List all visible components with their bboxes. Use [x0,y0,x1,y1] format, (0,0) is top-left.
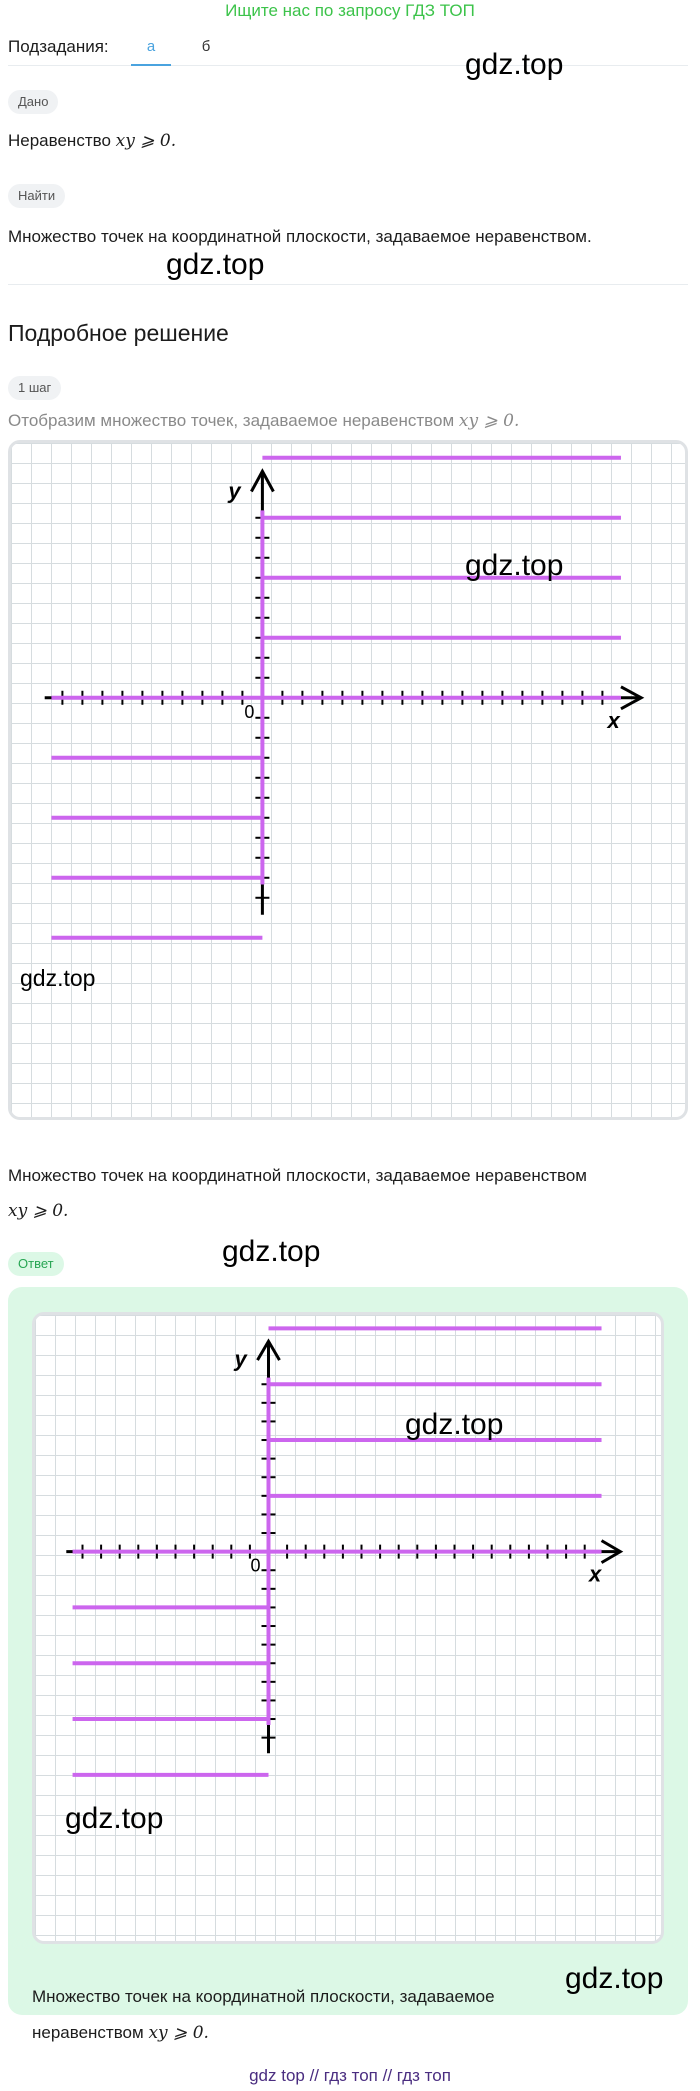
watermark: gdz.top [465,549,564,582]
answer-pill: Ответ [8,1252,64,1276]
x-axis-label: x [589,1561,602,1587]
answer-graph [32,1312,664,1944]
solution-title: Подробное решение [8,320,229,346]
solution-graph [8,440,688,1120]
watermark: gdz.top [565,1962,664,1995]
find-text: Множество точек на координатной плоскости, задаваемое неравенством. [8,227,592,246]
given-label: Неравенство [8,131,111,150]
subtasks-label: Подзадания: [8,37,109,56]
x-axis-label: x [607,707,620,733]
find-pill: Найти [8,184,65,208]
given-math: xy ⩾ 0. [115,131,177,151]
answer-math: xy ⩾ 0. [148,2023,209,2043]
given-text [8,128,176,154]
divider [8,284,688,285]
subtask-tabs [8,34,688,66]
step-text [8,408,519,434]
tab-subtask-a[interactable]: а [131,38,171,66]
answer-text-line2 [32,2020,209,2046]
origin-label: 0 [250,1555,261,1576]
given-pill: Дано [8,90,58,114]
footer-links: gdz top // гдз топ // гдз топ [249,2066,451,2085]
answer-text-line1: Множество точек на координатной плоскости, задаваемое [32,1987,495,2006]
graph-svg [11,443,685,1117]
watermark: gdz.top [465,48,564,81]
y-axis-label: y [234,1346,247,1372]
result-math: xy ⩾ 0. [8,1201,69,1221]
step-pill: 1 шаг [8,376,61,400]
step-label: Отобразим множество точек, задаваемое неравенством [8,411,455,430]
step-math: xy ⩾ 0. [458,411,520,431]
watermark: gdz.top [65,1802,164,1835]
watermark: gdz.top [405,1408,504,1441]
origin-label: 0 [244,701,255,722]
watermark: gdz.top [166,248,265,281]
watermark: gdz.top [20,965,96,991]
answer-label: неравенством [32,2023,144,2042]
tab-subtask-b[interactable]: б [201,38,211,55]
y-axis-label: y [228,478,241,504]
result-text: Множество точек на координатной плоскости, задаваемое неравенством [8,1166,587,1185]
graph-svg [35,1315,661,1941]
search-banner: Ищите нас по запросу ГДЗ ТОП [225,1,475,20]
watermark: gdz.top [222,1235,321,1268]
